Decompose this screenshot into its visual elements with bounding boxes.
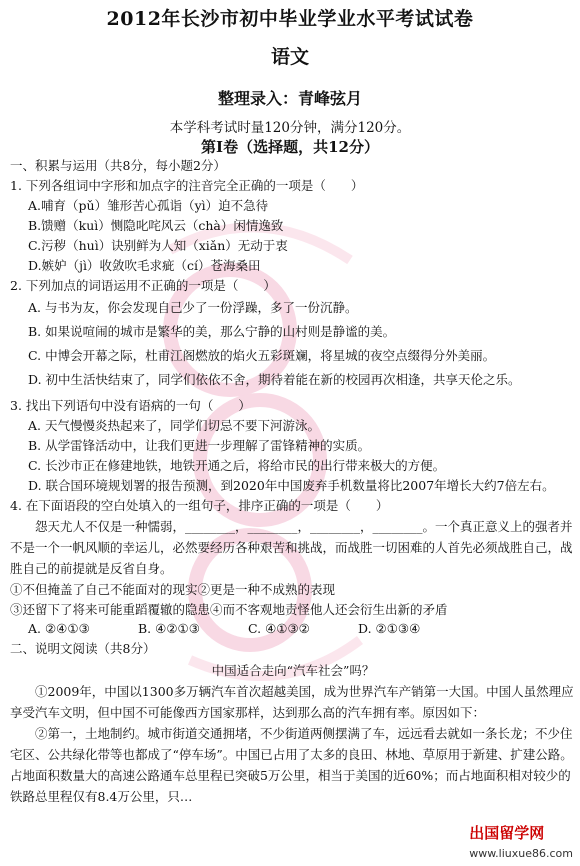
q4-choice-b: B. ④②①③ (138, 621, 200, 636)
q4-items-line-1: ①不但掩盖了自己不能面对的现实②更是一种不成熟的表现 (10, 582, 336, 597)
q3-option-c: C. 长沙市正在修建地铁，地铁开通之后，将给市民的出行带来极大的方便。 (28, 458, 446, 473)
question-4-stem: 4. 在下面语段的空白处填入的一组句子，排序正确的一项是（ ） (10, 498, 389, 513)
section-heading: 一、积累与运用（共8分，每小题2分） (10, 158, 226, 173)
q1-option-a: A.哺育（pǔ）雏形苦心孤诣（yì）迫不急待 (28, 198, 269, 213)
q4-passage: 怨天尤人不仅是一种懦弱，________，________，________，________。一个真正意义上的强者并不是一个一帆风顺的幸运儿，必然要经历各种艰苦和挑战，而战胜一切困难的人首先必须战胜自己，战胜自己的前提就是反省自身。 (10, 519, 573, 576)
q1-option-d: D.嫉妒（jì）收敛吹毛求疵（cí）苍海桑田 (28, 258, 261, 273)
q4-choice-d: D. ②①③④ (358, 621, 421, 636)
q2-option-b: B. 如果说喧闹的城市是繁华的美，那么宁静的山村则是静谧的美。 (28, 324, 396, 339)
article-paragraph-2: ②第一，土地制约。城市街道交通拥堵，不少街道两侧摆满了车，远远看去就如一条长龙；不少住宅区、公共绿化带等也都成了“停车场”。中国已占用了太多的良田、林地、草原用于新建、扩建公路。占地面积数量大的高速公路通车总里程已突破5万公里，相当于美国的近60%；而占地面积相对较少的铁路总里程仅有8.4万公里，只… (10, 726, 573, 804)
article-title: 中国适合走向“汽车社会”吗？ (211, 663, 375, 678)
q2-option-a: A. 与书为友，你会发现自己少了一份浮躁，多了一份沉静。 (28, 300, 358, 315)
q1-option-b: B.馈赠（kuì）恻隐叱咤风云（chà）闲情逸致 (28, 218, 284, 233)
exam-title: 2012年长沙市初中毕业学业水平考试试卷 (106, 8, 474, 30)
question-1-stem: 1. 下列各组词中字形和加点字的注音完全正确的一项是（ ） (10, 178, 364, 193)
compiler-credit: 整理录入：青峰弦月 (217, 89, 362, 108)
q3-option-d: D. 联合国环境规划署的报告预测，到2020年中国废弃手机数量将比2007年增长大约7倍左右。 (28, 478, 555, 493)
time-note: 本学科考试时量120分钟，满分120分。 (169, 120, 411, 136)
question-2-stem: 2. 下列加点的词语运用不正确的一项是（ ） (10, 278, 276, 293)
site-logo: 出国留学网 www.liuxue86.com (466, 821, 576, 862)
section-2-heading: 二、说明文阅读（共8分） (10, 641, 156, 656)
q1-option-c: C.污秽（huì）诀别鲜为人知（xiǎn）无动于衷 (28, 238, 288, 253)
question-3-stem: 3. 找出下列语句中没有语病的一句（ ） (10, 398, 251, 413)
q2-option-d: D. 初中生活快结束了，同学们依依不舍，期待着能在新的校园再次相逢，共享天伦之乐。 (28, 372, 521, 387)
q4-items-line-2: ③还留下了将来可能重蹈覆辙的隐患④而不客观地责怪他人还会衍生出新的矛盾 (10, 602, 448, 617)
q3-option-b: B. 从学雷锋活动中，让我们更进一步理解了雷锋精神的实质。 (28, 438, 371, 453)
section-1 (10, 156, 576, 807)
q3-option-a: A. 天气慢慢炎热起来了，同学们切忌不要下河游泳。 (28, 418, 320, 433)
q4-choice-c: C. ④①③② (248, 621, 310, 636)
q4-choices (10, 619, 576, 639)
volume-heading: 第Ⅰ卷（选择题，共12分） (201, 138, 379, 156)
article-paragraph-1: ①2009年，中国以1300多万辆汽车首次超越美国，成为世界汽车产销第一大国。中国人虽然理应享受汽车文明，但中国不可能像西方国家那样，达到那么高的汽车拥有率。原因如下： (10, 684, 574, 720)
q2-option-c: C. 中博会开幕之际，杜甫江阁燃放的焰火五彩斑斓，将星城的夜空点缀得分外美丽。 (28, 348, 496, 363)
q4-choice-a: A. ②④①③ (28, 621, 90, 636)
subject-title: 语文 (270, 46, 309, 68)
